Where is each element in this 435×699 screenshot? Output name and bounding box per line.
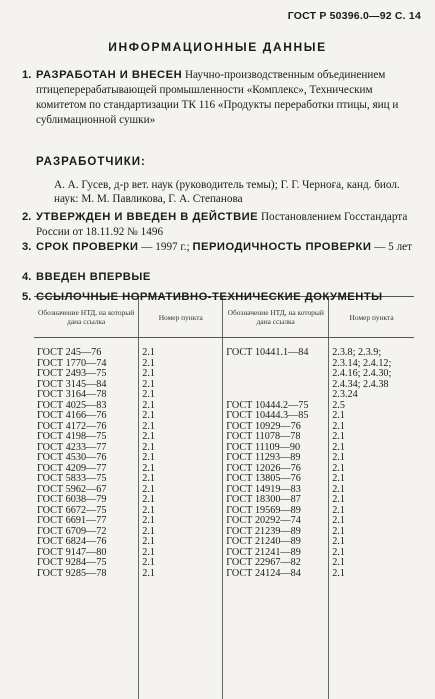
table-row [34,432,414,443]
ref-item-right: 2.3.24 [329,390,414,401]
item-heading-2: ПЕРИОДИЧНОСТЬ ПРОВЕРКИ [192,241,371,253]
info-item-2 [36,210,414,240]
ref-item-left: 2.1 [139,432,223,443]
ref-designation-right: ГОСТ 13805—76 [223,474,329,485]
ref-designation-right [223,369,329,380]
ref-item-left: 2.1 [139,401,223,412]
ref-designation-right: ГОСТ 22967—82 [223,558,329,569]
ref-item-left: 2.1 [139,537,223,548]
ref-item-left: 2.1 [139,453,223,464]
ref-designation-right: ГОСТ 10444.2—75 [223,401,329,412]
ref-item-right: 2.1 [329,411,414,422]
ref-designation-right [223,390,329,401]
ref-item-left: 2.1 [139,443,223,454]
ref-item-right: 2.1 [329,432,414,443]
item-heading: УТВЕРЖДЕН И ВВЕДЕН В ДЕЙСТВИЕ [36,211,258,223]
ref-designation-left: ГОСТ 1770—74 [34,359,139,370]
ref-designation-right: ГОСТ 11109—90 [223,443,329,454]
references-table [34,296,414,699]
ref-designation-left: ГОСТ 9147—80 [34,548,139,559]
table-row [34,338,414,359]
ref-item-left: 2.1 [139,464,223,475]
table-row [34,369,414,380]
ref-item-right: 2.1 [329,495,414,506]
ref-designation-right: ГОСТ 10929—76 [223,422,329,433]
ref-designation-left: ГОСТ 6672—75 [34,506,139,517]
col-header-designation-right: Обозначение НТД, на который дана ссылка [223,297,329,338]
table-row [34,474,414,485]
ref-designation-right [223,359,329,370]
table-row [34,537,414,548]
ref-designation-right: ГОСТ 11293—89 [223,453,329,464]
ref-designation-right: ГОСТ 12026—76 [223,464,329,475]
ref-designation-right: ГОСТ 24124—84 [223,569,329,699]
ref-designation-right: ГОСТ 19569—89 [223,506,329,517]
ref-item-right: 2.3.14; 2.4.12; [329,359,414,370]
ref-item-right: 2.1 [329,548,414,559]
ref-designation-left: ГОСТ 6691—77 [34,516,139,527]
item-number: 5. [22,290,31,305]
ref-designation-right [223,380,329,391]
ref-item-right: 2.4.16; 2.4.30; [329,369,414,380]
info-item-4 [36,270,414,285]
ref-designation-left: ГОСТ 3145—84 [34,380,139,391]
ref-designation-left: ГОСТ 4198—75 [34,432,139,443]
ref-item-right: 2.1 [329,516,414,527]
ref-item-right: 2.1 [329,537,414,548]
ref-designation-left: ГОСТ 6824—76 [34,537,139,548]
ref-item-right: 2.3.8; 2.3.9; [329,338,414,359]
ref-designation-left: ГОСТ 5962—67 [34,485,139,496]
item-heading: РАЗРАБОТАН И ВНЕСЕН [36,69,182,81]
ref-item-left: 2.1 [139,569,223,699]
ref-designation-right: ГОСТ 21239—89 [223,527,329,538]
ref-item-right: 2.4.34; 2.4.38 [329,380,414,391]
table-row [34,495,414,506]
ref-item-right: 2.1 [329,527,414,538]
item-heading: СРОК ПРОВЕРКИ [36,241,138,253]
table-row [34,411,414,422]
table-row [34,453,414,464]
item-text: Научно-производственным объединением птицеперерабатывающей промышленности «Комплекс», Техническим комитетом по стандартизации ТК 116 «Продукты переработки птицы, яиц и сублимационной сушки» [36,69,398,126]
info-item-3 [36,240,414,255]
ref-item-left: 2.1 [139,338,223,359]
ref-item-right: 2.1 [329,569,414,699]
page-title: ИНФОРМАЦИОННЫЕ ДАННЫЕ [0,40,435,54]
ref-designation-left: ГОСТ 4025—83 [34,401,139,412]
ref-designation-right: ГОСТ 21240—89 [223,537,329,548]
ref-item-left: 2.1 [139,558,223,569]
ref-item-right: 2.5 [329,401,414,412]
ref-designation-right: ГОСТ 10444.3—85 [223,411,329,422]
ref-designation-left: ГОСТ 3164—78 [34,390,139,401]
ref-item-right: 2.1 [329,558,414,569]
item-text: — 1997 г.; [141,241,189,253]
ref-item-right: 2.1 [329,474,414,485]
ref-designation-left: ГОСТ 4209—77 [34,464,139,475]
page-header: ГОСТ Р 50396.0—92 С. 14 [288,10,421,22]
ref-item-right: 2.1 [329,422,414,433]
info-item-5 [36,290,414,305]
item-number: 1. [22,68,31,83]
ref-item-left: 2.1 [139,390,223,401]
ref-designation-left: ГОСТ 9284—75 [34,558,139,569]
item-number: 3. [22,240,31,255]
ref-item-left: 2.1 [139,506,223,517]
ref-item-left: 2.1 [139,548,223,559]
col-header-item-left: Номер пункта [139,297,223,338]
ref-item-left: 2.1 [139,495,223,506]
ref-designation-right: ГОСТ 18300—87 [223,495,329,506]
ref-item-right: 2.1 [329,453,414,464]
ref-item-left: 2.1 [139,380,223,391]
ref-designation-left: ГОСТ 4166—76 [34,411,139,422]
ref-designation-right: ГОСТ 10441.1—84 [223,338,329,359]
ref-item-left: 2.1 [139,369,223,380]
ref-designation-left: ГОСТ 4530—76 [34,453,139,464]
col-header-item-right: Номер пункта [329,297,414,338]
col-header-designation-left: Обозначение НТД, на который дана ссылка [34,297,139,338]
item-heading: ВВЕДЕН ВПЕРВЫЕ [36,271,151,283]
table-row [34,516,414,527]
ref-designation-right: ГОСТ 14919—83 [223,485,329,496]
ref-designation-right: ГОСТ 20292—74 [223,516,329,527]
item-text: Постановлением Госстандарта России от 18.11.92 № 1496 [36,211,407,238]
item-number: 4. [22,270,31,285]
ref-item-right: 2.1 [329,443,414,454]
ref-item-right: 2.1 [329,506,414,517]
ref-item-left: 2.1 [139,411,223,422]
ref-item-left: 2.1 [139,359,223,370]
item-number: 2. [22,210,31,225]
developers-heading: РАЗРАБОТЧИКИ: [36,156,414,168]
ref-designation-left: ГОСТ 5833—75 [34,474,139,485]
ref-designation-left: ГОСТ 245—76 [34,338,139,359]
ref-designation-left: ГОСТ 4172—76 [34,422,139,433]
table-row [34,558,414,569]
ref-item-left: 2.1 [139,474,223,485]
ref-designation-left: ГОСТ 4233—77 [34,443,139,454]
ref-item-right: 2.1 [329,464,414,475]
ref-designation-left: ГОСТ 9285—78 [34,569,139,699]
table-row [34,390,414,401]
ref-designation-right: ГОСТ 11078—78 [223,432,329,443]
ref-item-right: 2.1 [329,485,414,496]
ref-designation-left: ГОСТ 6038—79 [34,495,139,506]
table-row [34,569,414,699]
item-heading: ССЫЛОЧНЫЕ НОРМАТИВНО-ТЕХНИЧЕСКИЕ ДОКУМЕНТЫ [36,291,383,303]
ref-designation-left: ГОСТ 6709—72 [34,527,139,538]
info-item-1 [36,68,414,128]
ref-item-left: 2.1 [139,516,223,527]
developers-text: А. А. Гусев, д-р вет. наук (руководитель темы); Г. Г. Черноға, канд. биол. наук: М. М. Павликова, Г. А. Степанова [54,178,414,206]
ref-designation-left: ГОСТ 2493—75 [34,369,139,380]
item-text-2: — 5 лет [374,241,412,253]
ref-item-left: 2.1 [139,485,223,496]
ref-item-left: 2.1 [139,422,223,433]
ref-designation-right: ГОСТ 21241—89 [223,548,329,559]
ref-item-left: 2.1 [139,527,223,538]
